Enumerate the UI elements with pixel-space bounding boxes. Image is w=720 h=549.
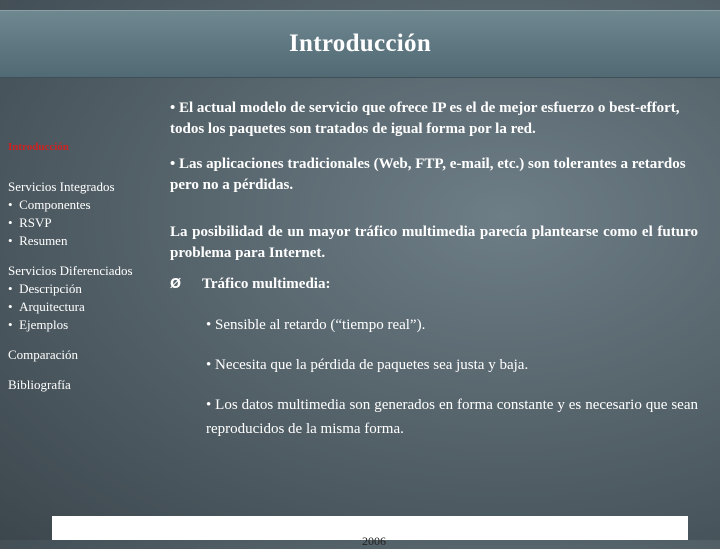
footer-bar bbox=[52, 516, 688, 548]
footer-text: 2006 bbox=[362, 534, 386, 548]
bullet-best-effort: • El actual modelo de servicio que ofrece IP es el de mejor esfuerzo o best-effort, todos los paquetes son tratados de igual forma por la red. bbox=[170, 100, 680, 137]
multimedia-sublist bbox=[206, 313, 698, 441]
sidebar-item-bibliografia[interactable]: Bibliografía bbox=[8, 377, 71, 392]
sidebar-item-componentes[interactable]: • Componentes bbox=[8, 196, 166, 214]
sidebar-item-introduccion[interactable]: Introducción bbox=[8, 141, 69, 153]
sub-bullet-retardo: • Sensible al retardo (“tiempo real”). bbox=[206, 317, 426, 333]
multimedia-heading-row bbox=[170, 274, 698, 295]
sidebar-nav bbox=[8, 138, 166, 406]
arrow-bullet-icon: Ø bbox=[170, 277, 182, 292]
sidebar-item-servicios-diferenciados[interactable]: Servicios Diferenciados bbox=[8, 263, 133, 278]
sidebar-item-rsvp[interactable]: • RSVP bbox=[8, 214, 166, 232]
sidebar-section-servicios-integrados bbox=[8, 178, 166, 250]
multimedia-paragraph: La posibilidad de un mayor tráfico multimedia parecía plantearse como el futuro problema para Internet. bbox=[170, 224, 698, 261]
sidebar-item-descripcion[interactable]: • Descripción bbox=[8, 280, 166, 298]
sidebar-item-arquitectura[interactable]: • Arquitectura bbox=[8, 298, 166, 316]
sub-bullet-perdida: • Necesita que la pérdida de paquetes sea justa y baja. bbox=[206, 357, 529, 373]
slide-title: Introducción bbox=[288, 30, 432, 57]
slide-content bbox=[170, 98, 698, 457]
multimedia-heading: Tráfico multimedia: bbox=[202, 276, 331, 292]
sidebar-item-servicios-integrados[interactable]: Servicios Integrados bbox=[8, 179, 115, 194]
sub-bullet-datos: • Los datos multimedia son generados en forma constante y es necesario que sean reproducidos de la misma forma. bbox=[206, 397, 698, 437]
bullet-traditional-apps: • Las aplicaciones tradicionales (Web, FTP, e-mail, etc.) son tolerantes a retardos pero no a pérdidas. bbox=[170, 156, 686, 193]
sidebar-item-ejemplos[interactable]: • Ejemplos bbox=[8, 316, 166, 334]
sidebar-item-comparacion[interactable]: Comparación bbox=[8, 347, 79, 362]
sidebar-item-resumen[interactable]: • Resumen bbox=[8, 232, 166, 250]
sidebar-section-servicios-diferenciados bbox=[8, 262, 166, 334]
